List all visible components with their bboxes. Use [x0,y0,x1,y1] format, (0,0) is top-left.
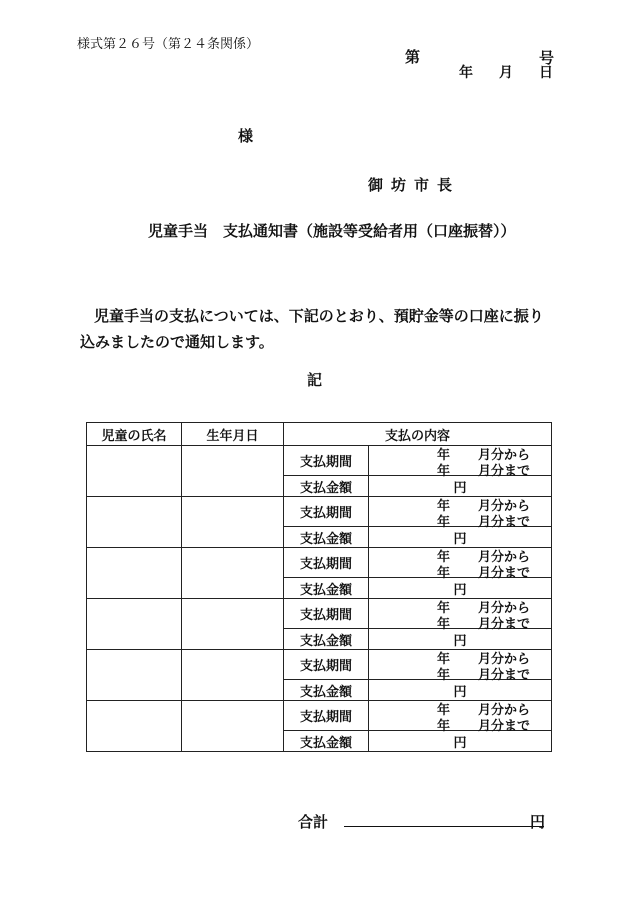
to-year-label: 年 [437,719,451,734]
form-number: 様式第２６号（第２４条関係） [77,37,260,52]
to-month-label: 月分まで [478,464,531,479]
header-payment-content: 支払の内容 [284,423,552,446]
header-child-name: 児童の氏名 [87,423,182,446]
table-header-row [87,423,552,446]
yen-unit: 円 [453,531,467,547]
payment-period-label: 支払期間 [284,446,369,476]
payment-period-cell[interactable] [369,548,552,581]
payment-amount-label: 支払金額 [284,527,369,548]
table-row [87,446,552,476]
from-month-label: 月分から [478,601,531,616]
to-year-label: 年 [437,566,451,581]
payment-period-cell[interactable] [369,446,552,479]
child-name-cell[interactable] [87,446,182,497]
header-birthdate: 生年月日 [182,423,284,446]
child-name-cell[interactable] [87,548,182,599]
payment-amount-label: 支払金額 [284,680,369,701]
payment-period-label: 支払期間 [284,497,369,527]
from-year-label: 年 [437,550,451,565]
payment-period-label: 支払期間 [284,599,369,629]
to-year-label: 年 [437,668,451,683]
from-month-label: 月分から [478,499,531,514]
birthdate-cell[interactable] [182,446,284,497]
document-number-suffix: 号 [539,49,555,67]
yen-unit: 円 [453,633,467,649]
child-name-cell[interactable] [87,701,182,752]
payment-table [86,422,552,752]
payment-amount-label: 支払金額 [284,476,369,497]
date-day-label: 日 [539,65,553,81]
to-year-label: 年 [437,464,451,479]
payment-amount-label: 支払金額 [284,731,369,752]
table-row [87,548,552,578]
birthdate-cell[interactable] [182,701,284,752]
to-month-label: 月分まで [478,617,531,632]
total-yen-unit: 円 [530,813,546,831]
payment-period-cell[interactable] [369,599,552,632]
from-year-label: 年 [437,703,451,718]
payment-period-label: 支払期間 [284,548,369,578]
from-month-label: 月分から [478,550,531,565]
ki-heading: 記 [307,371,323,389]
birthdate-cell[interactable] [182,548,284,599]
notice-body: 児童手当の支払については、下記のとおり、預貯金等の口座に振り込みましたので通知します。 [80,307,544,351]
document-number-prefix: 第 [405,48,421,66]
payment-period-cell[interactable] [369,650,552,683]
table-row [87,650,552,680]
payment-amount-label: 支払金額 [284,578,369,599]
to-month-label: 月分まで [478,566,531,581]
yen-unit: 円 [453,684,467,700]
from-month-label: 月分から [478,448,531,463]
from-year-label: 年 [437,652,451,667]
total-label: 合計 [298,813,329,831]
to-year-label: 年 [437,515,451,530]
yen-unit: 円 [453,735,467,751]
child-name-cell[interactable] [87,650,182,701]
from-month-label: 月分から [478,703,531,718]
payment-amount-label: 支払金額 [284,629,369,650]
from-year-label: 年 [437,601,451,616]
yen-unit: 円 [453,582,467,598]
to-month-label: 月分まで [478,515,531,530]
table-row [87,701,552,731]
child-name-cell[interactable] [87,599,182,650]
payment-period-cell[interactable] [369,701,552,734]
table-row [87,599,552,629]
yen-unit: 円 [453,480,467,496]
payment-period-cell[interactable] [369,497,552,530]
birthdate-cell[interactable] [182,599,284,650]
payment-period-label: 支払期間 [284,701,369,731]
from-year-label: 年 [437,448,451,463]
payment-period-label: 支払期間 [284,650,369,680]
to-year-label: 年 [437,617,451,632]
total-amount-line[interactable] [344,826,544,827]
recipient-honorific: 様 [238,127,254,145]
birthdate-cell[interactable] [182,650,284,701]
from-month-label: 月分から [478,652,531,667]
to-month-label: 月分まで [478,719,531,734]
issuer-name: 御坊市長 [368,176,461,194]
from-year-label: 年 [437,499,451,514]
date-month-label: 月 [499,65,513,81]
child-name-cell[interactable] [87,497,182,548]
date-year-label: 年 [459,65,473,81]
to-month-label: 月分まで [478,668,531,683]
document-title: 児童手当 支払通知書（施設等受給者用（口座振替）） [148,222,516,240]
table-row [87,497,552,527]
birthdate-cell[interactable] [182,497,284,548]
